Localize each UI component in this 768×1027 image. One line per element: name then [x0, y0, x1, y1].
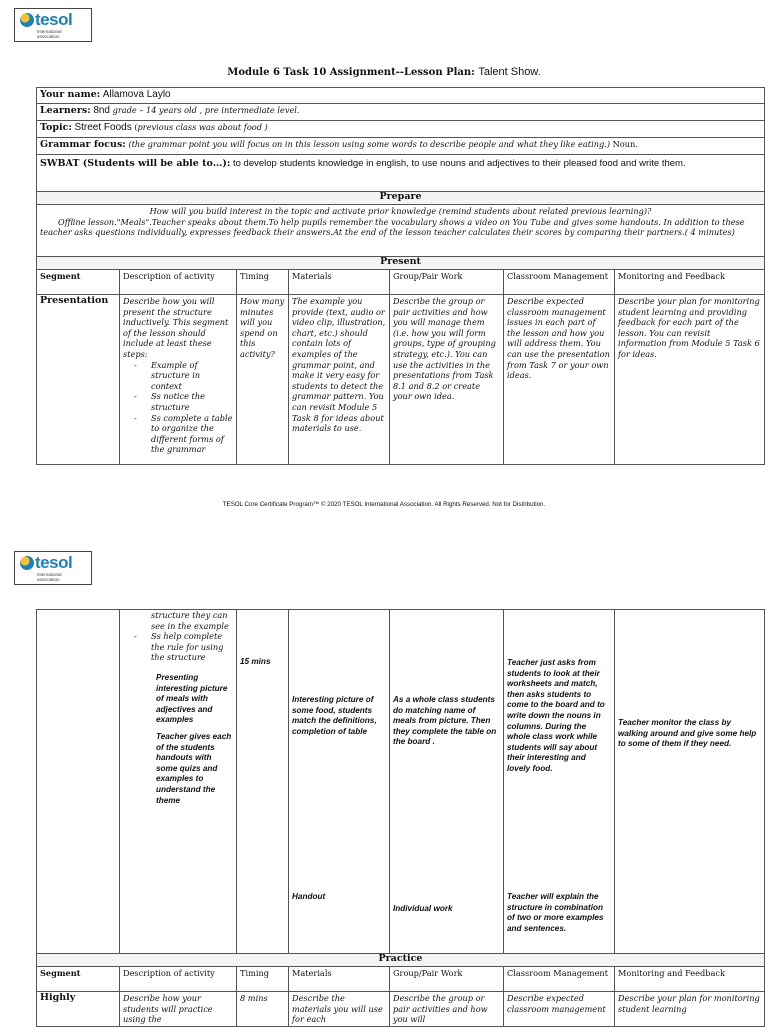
practice-group: Describe the group or pair activities and how you will [390, 992, 504, 1027]
col-classroom: Classroom Management [504, 967, 615, 992]
presentation-classroom: Describe expected classroom management issues in each part of the lesson and how you will address them. You can use the presentation from Task 7 or your own ideas. [504, 295, 615, 465]
practice-heading: Practice [37, 954, 765, 967]
presentation-materials: The example you provide (text, audio or video clip, illustration, chart, etc.) should contain lots of examples of the grammar point, and make it very easy for students to detect the grammar pattern. You can revisit Module 5 Task 8 for ideas about materials to use. [289, 295, 390, 465]
footer-copyright: TESOL Core Certificate Program™ © 2020 TESOL International Association. All Rights Reserved. Not for Distribution. [222, 501, 546, 508]
name-row: Your name: Allamova Laylo [37, 88, 765, 104]
name-value: Allamova Laylo [102, 89, 171, 100]
prepare-heading: Prepare [37, 192, 765, 205]
page-title [0, 66, 768, 78]
presenting-picture: Presenting interesting picture of meals with adjectives and examples [156, 672, 228, 725]
continued-materials: Interesting picture of some food, students match the definitions, completion of table Handout [289, 610, 390, 954]
title-prefix: Module 6 Task 10 Assignment--Lesson Plan: [227, 67, 475, 78]
col-materials: Materials [289, 270, 390, 295]
continued-description: structure they can see in the example - Ss help complete the rule for using the structure Presenting interesting picture of meals with adjectives and examples Teacher gives each of the students handouts with some quizs and examples to understand the theme [120, 610, 237, 954]
present-header-row [37, 270, 765, 295]
presentation-description: Describe how you will present the structure inductively. This segment of the lesson should include at least these steps: - Example of structure in context - Ss notice the structure - Ss complete a table to organize the different forms of the grammar [120, 295, 237, 465]
practice-description: Describe how your students will practice using the [120, 992, 237, 1027]
col-segment: Segment [37, 270, 120, 295]
learners-row: Learners: 8nd grade – 14 years old , pre intermediate level. [37, 104, 765, 121]
segment-empty [37, 610, 120, 954]
present-heading: Present [37, 257, 765, 270]
continued-group: As a whole class students do matching name of meals from picture. Then they complete the table on the board . Individual work [390, 610, 504, 954]
teacher-handouts: Teacher gives each of the students handouts with some quizs and examples to understand the theme [156, 731, 232, 805]
practice-monitoring: Describe your plan for monitoring student learning [615, 992, 765, 1027]
presentation-monitoring: Describe your plan for monitoring student learning and providing feedback for each part of the lesson. You can revisit information from Module 5 Task 6 for ideas. [615, 295, 765, 465]
globe-icon [20, 13, 34, 27]
col-group: Group/Pair Work [390, 270, 504, 295]
logo-sub: international association [37, 29, 62, 39]
col-monitoring: Monitoring and Feedback [615, 270, 765, 295]
practice-classroom: Describe expected classroom management [504, 992, 615, 1027]
practice-materials: Describe the materials you will use for each [289, 992, 390, 1027]
col-timing: Timing [237, 270, 289, 295]
col-monitoring: Monitoring and Feedback [615, 967, 765, 992]
swbat-row: SWBAT (Students will be able to…): to develop students knowledge in english, to use nouns and adjectives to their pleased food and write them. [37, 155, 765, 192]
globe-icon [20, 556, 34, 570]
presentation-continued-row [37, 610, 765, 954]
continued-timing: 15 mins [237, 610, 289, 954]
topic-row: Topic: Street Foods (previous class was about food ) [37, 121, 765, 138]
grammar-row: Grammar focus: (the grammar point you will focus on in this lesson using some words to describe people and what they like eating.) Noun. [37, 138, 765, 155]
presentation-timing: How many minutes will you spend on this activity? [237, 295, 289, 465]
prepare-question: How will you build interest in the topic and activate prior knowledge (remind students about related previous learning)? [149, 206, 652, 216]
col-description: Description of activity [120, 270, 237, 295]
col-materials: Materials [289, 967, 390, 992]
title-topic: Talent Show. [478, 66, 541, 78]
prepare-answer: Offline lesson."Meals".Teacher speaks about them.To help pupils remember the vocabulary shows a video on You Tube and gives some handouts. In addition to these teacher asks questions individually, expresses feedback their answers.At the end of the lesson teacher calculates their scores by comparing their partners.( 4 minutes) [40, 216, 745, 238]
tesol-logo [14, 8, 92, 42]
col-segment: Segment [37, 967, 120, 992]
logo-sub: international association [37, 572, 62, 582]
logo-word: tesol [35, 553, 73, 572]
tesol-logo-page2 [14, 551, 92, 585]
continued-monitoring: Teacher monitor the class by walking around and give some help to some of them if they need. [615, 610, 765, 954]
col-description: Description of activity [120, 967, 237, 992]
col-timing: Timing [237, 967, 289, 992]
segment-highly: Highly [37, 992, 120, 1027]
col-classroom: Classroom Management [504, 270, 615, 295]
continued-classroom: Teacher just asks from students to look at their worksheets and match, then asks students to come to the board and to write down the nouns in columns. During the whole class work while students will say about their interesting and lovely food. Teacher will explain the structure in combination of two or more examples and sentences. [504, 610, 615, 954]
prepare-content [37, 205, 765, 257]
logo-word: tesol [35, 10, 73, 29]
col-group: Group/Pair Work [390, 967, 504, 992]
practice-timing: 8 mins [237, 992, 289, 1027]
practice-row [37, 992, 765, 1027]
presentation-group: Describe the group or pair activities and how you will manage them (i.e. how you will form groups, type of grouping strategy, etc.). You can use the activities in the presentations from Task 8.1 and 8.2 or create your own idea. [390, 295, 504, 465]
presentation-row [37, 295, 765, 465]
segment-presentation: Presentation [37, 295, 120, 465]
practice-header-row [37, 967, 765, 992]
lesson-plan-table-page1 [36, 87, 765, 465]
lesson-plan-table-page2 [36, 609, 765, 1027]
